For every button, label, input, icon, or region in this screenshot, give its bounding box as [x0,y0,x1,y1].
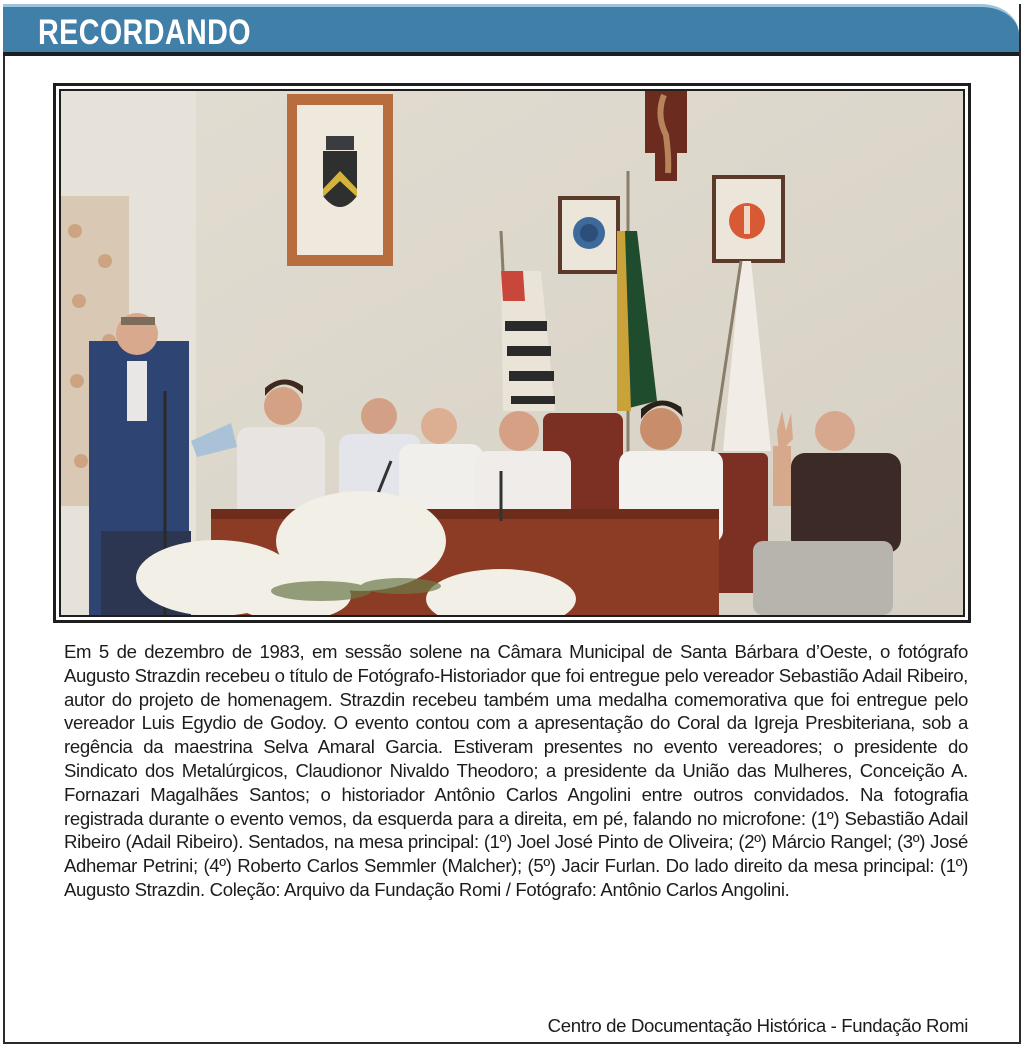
section-header [3,4,1019,56]
section-title: RECORDANDO [38,13,251,52]
photo-frame [53,83,971,623]
photo-illustration [61,91,963,615]
historical-photo [59,89,965,617]
photo-caption: Em 5 de dezembro de 1983, em sessão solene na Câmara Municipal de Santa Bárbara d’Oeste, o fotógrafo Augusto Strazdin recebeu o título de Fotógrafo-Historiador que foi entregue pelo vereador Sebastião Adail Ribeiro, autor do projeto de homenagem. Strazdin recebeu também uma medalha comemorativa que foi entregue pelo vereador Luis Egydio de Godoy. O evento contou com a apresentação do Coral da Igreja Presbiteriana, sob a regência da maestrina Selva Amaral Garcia. Estiveram presentes no evento vereadores; o presidente do Sindicato dos Metalúrgicos, Claudionor Nivaldo Theodoro; a presidente da União das Mulheres, Conceição A. Fornazari Magalhães Santos; o historiador Antônio Carlos Angolini entre outros convidados. Na fotografia registrada durante o evento vemos, da esquerda para a direita, em pé, falando no microfone: (1º) Sebastião Adail Ribeiro (Adail Ribeiro). Sentados, na mesa principal: (1º) Joel José Pinto de Oliveira; (2º) Márcio Rangel; (3º) José Adhemar Petrini; (4º) Roberto Carlos Semmler (Malcher); (5º) Jacir Furlan. Do lado direito da mesa principal: (1º) Augusto Strazdin. Coleção: Arquivo da Fundação Romi / Fotógrafo: Antônio Carlos Angolini. [64,641,968,900]
source-credit: Centro de Documentação Histórica - Fundação Romi [547,1015,968,1036]
